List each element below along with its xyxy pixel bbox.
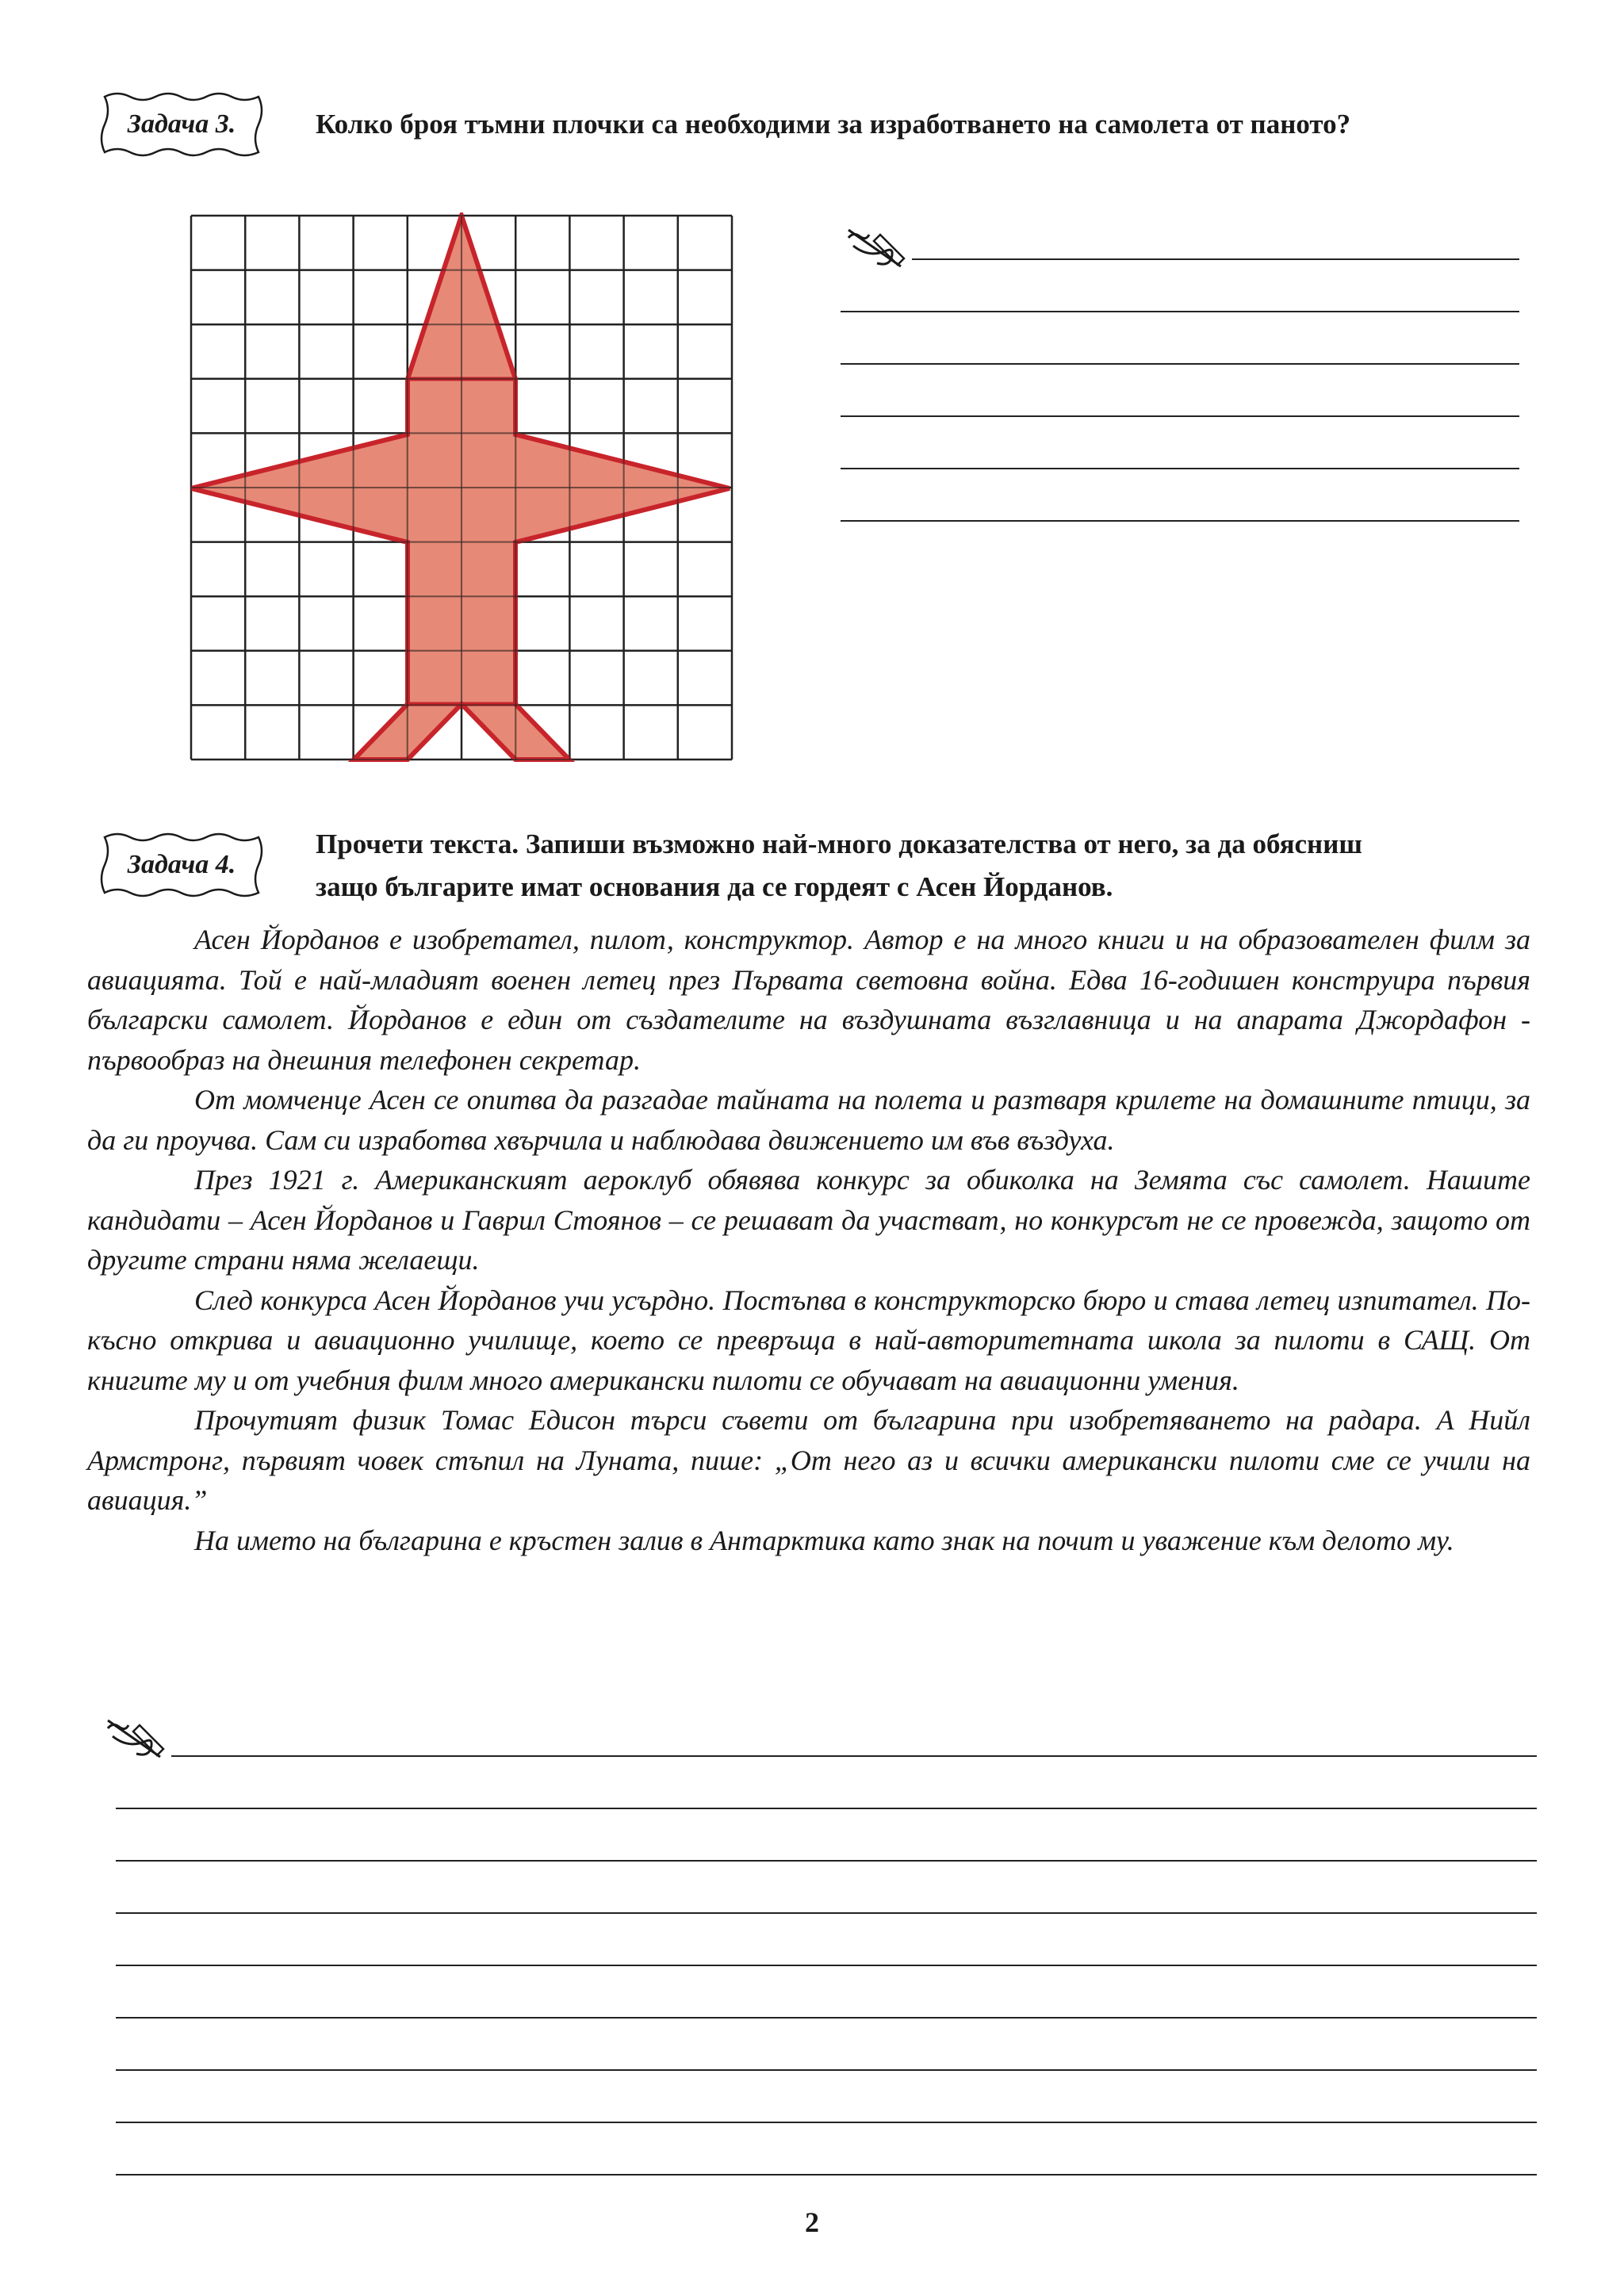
story-text <box>87 920 1530 1560</box>
task3-badge <box>94 89 270 160</box>
airplane-grid-figure <box>187 212 734 763</box>
answer-line[interactable] <box>841 363 1519 365</box>
answer-line[interactable] <box>841 520 1519 522</box>
answer-line[interactable] <box>116 2017 1537 2019</box>
story-paragraph: След конкурса Асен Йорданов учи усърдно. Постъпва в конструкторско бюро и става летец изпитател. По-късно открива и авиационно училище, което се превръща в най-авторитетната школа за пилоти в САЩ. От книгите му и от учебния филм много американски пилоти се обучават на авиационни умения. <box>87 1284 1530 1396</box>
story-paragraph: През 1921 г. Американският аероклуб обявява конкурс за обиколка на Земята със самолет. Нашите кандидати – Асен Йорданов и Гаврил Стоянов – се решават да участват, но конкурсът не се провежда, защото от другите страни няма желаещи. <box>87 1164 1530 1276</box>
task4-question-line2: защо българите имат основания да се гордеят с Асен Йорданов. <box>316 871 1113 902</box>
answer-line[interactable] <box>116 1860 1537 1862</box>
pen-writing-icon <box>105 1717 167 1765</box>
answer-line[interactable] <box>116 1912 1537 1914</box>
task4-badge <box>94 829 270 901</box>
page-number: 2 <box>805 2206 819 2238</box>
task4-question-line1: Прочети текста. Запиши възможно най-много доказателства от него, за да обясниш <box>316 828 1362 859</box>
task3-question: Колко броя тъмни плочки са необходими за изработването на самолета от паното? <box>316 109 1351 140</box>
answer-line[interactable] <box>841 468 1519 469</box>
story-paragraph: На името на българина е кръстен залив в Антарктика като знак на почит и уважение към делото му. <box>194 1524 1454 1556</box>
answer-line[interactable] <box>171 1755 1537 1757</box>
story-paragraph: Прочутият физик Томас Едисон търси съвети от българина при изобретяването на радара. А Нийл Армстронг, първият човек стъпил на Луната, пише: „От него аз и всички американски пилоти сме се учили на авиация.” <box>87 1404 1530 1516</box>
answer-line[interactable] <box>841 415 1519 417</box>
grid-overlay <box>191 216 732 760</box>
story-paragraph: Асен Йорданов е изобретател, пилот, конструктор. Автор е на много книги и на образователен филм за авиацията. Той е най-младият военен летец през Първата световна война. Едва 16-годишен конструира първия български самолет. Йорданов е един от създателите на въздушната възглавница и на апарата Джордафон - първообраз на днешния телефонен секретар. <box>87 924 1530 1076</box>
answer-line[interactable] <box>116 2174 1537 2175</box>
answer-line[interactable] <box>841 311 1519 312</box>
pen-writing-icon <box>845 227 907 274</box>
answer-line[interactable] <box>116 2122 1537 2123</box>
answer-line[interactable] <box>912 258 1519 260</box>
story-paragraph: От момченце Асен се опитва да разгадае тайната на полета и разтваря крилете на домашните птици, за да ги проучва. Сам си изработва хвърчила и наблюдава движението им във въздуха. <box>87 1084 1530 1156</box>
answer-line[interactable] <box>116 1965 1537 1966</box>
task4-label: Задача 4. <box>127 850 236 879</box>
answer-line[interactable] <box>116 2069 1537 2071</box>
answer-line[interactable] <box>116 1808 1537 1809</box>
task3-label: Задача 3. <box>127 109 236 139</box>
